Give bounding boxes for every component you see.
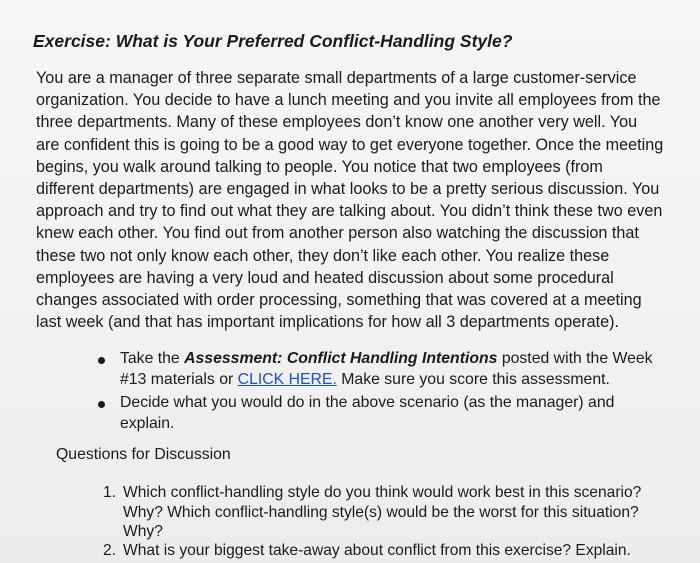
question-line: Why? <box>123 523 163 540</box>
paragraph-line: different departments) are engaged in what looks to be a pretty serious discussion. You <box>36 180 660 199</box>
bullet-line: explain. <box>120 414 175 432</box>
scenario-paragraph <box>36 67 676 333</box>
question-line: Why? Which conflict-handling style(s) would be the worst for this situation? <box>123 503 639 521</box>
bullet-line <box>120 370 680 391</box>
paragraph-line: knew each other. You find out from another person also watching the discussion that <box>36 224 639 243</box>
question-line: What is your biggest take-away about conflict from this exercise? Explain. <box>123 542 631 559</box>
assessment-name: Assessment: Conflict Handling Intentions <box>184 350 498 367</box>
paragraph-line: approach and try to find out what they are talking about. You didn’t think these two even <box>36 202 663 221</box>
question-line: Which conflict-handling style do you think would work best in this scenario? <box>123 484 642 501</box>
paragraph-line: employees are having a very loud and heated discussion about some procedural <box>36 268 614 287</box>
bullet-line <box>120 349 680 370</box>
bullet-pre-text: Take the <box>120 350 185 367</box>
bullet-dot-icon <box>98 401 105 408</box>
click-here-link[interactable]: CLICK HERE. <box>237 370 337 388</box>
paragraph-line: these two not only know each other, they don’t like each other. You realize these <box>36 246 610 265</box>
bullet-line2-pre: #13 materials or <box>120 370 238 388</box>
question-text <box>123 541 683 561</box>
bullet-line: Decide what you would do in the above scenario (as the manager) and <box>120 394 615 411</box>
bullet-text <box>120 393 680 434</box>
questions-heading: Questions for Discussion <box>56 446 231 463</box>
question-number: 2. <box>103 542 117 559</box>
paragraph-line: changes associated with order processing, something that was covered at a meeting <box>36 291 642 310</box>
question-text <box>123 483 683 542</box>
bullet-line2-post: Make sure you score this assessment. <box>336 370 610 388</box>
bullet-text <box>120 349 680 390</box>
paragraph-line: are confident this is going to be a good way to get everyone together. Once the meeting <box>36 135 664 154</box>
question-number: 1. <box>103 484 117 501</box>
bullet-dot-icon <box>98 357 105 364</box>
paragraph-line: organization. You decide to have a lunch meeting and you invite all employees from the <box>36 91 661 110</box>
exercise-title: Exercise: What is Your Preferred Conflict-Handling Style? <box>33 31 513 51</box>
paragraph-line: last week (and that has important implications for how all 3 departments operate). <box>36 313 620 332</box>
paragraph-line: You are a manager of three separate small departments of a large customer-service <box>36 69 637 87</box>
bullet-post-text: posted with the Week <box>497 350 653 367</box>
paragraph-line: three departments. Many of these employees don’t know one another very well. You <box>36 113 638 132</box>
paragraph-line: begins, you walk around talking to people. You notice that two employees (from <box>36 157 603 176</box>
